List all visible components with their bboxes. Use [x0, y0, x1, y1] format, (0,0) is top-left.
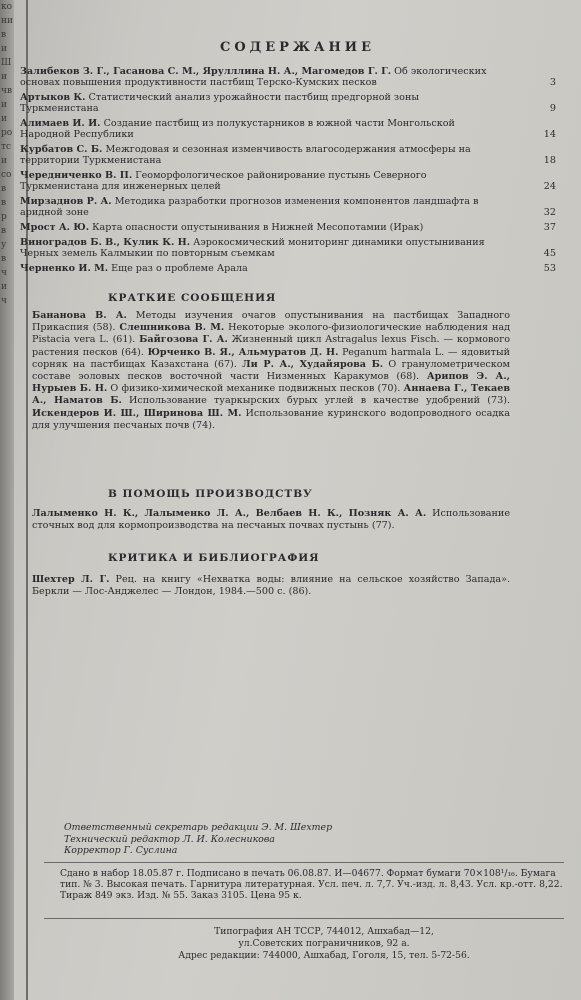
gutter-fragment: и [1, 100, 7, 110]
short-reports-text: Бананова В. А. Методы изучения очагов опустынивания на пастбищах Западного Прикаспия (58). Слешникова В. М. Некоторые эколого-физиологические наблюдения над Pistacia vera L. (61). Байгозова Г. А. Жизненный цикл Astragalus lexus Fisch. — кормового растения песков (64). Юрченко В. Я., Альмуратов Д. Н. Peganum harmala L. — ядовитый сорняк на пастбищах Казахстана (67). Ли Р. А., Худайярова Б. О гранулометрическом составе эоловых песков восточной части Низменных Каракумов (68). Арипов Э. А., Нурыев Б. Н. О физико-химической механике подвижных песков (70). Аннаева Г., Текаев А., Наматов Б. Использование туаркырских бурых углей в качестве удобрений (73). Искендеров И. Ш., Ширинова Ш. М. Использование куринского водопроводного осадка для улучшения песчаных почв (74). [32, 310, 511, 431]
address-line: Адрес редакции: 744000, Ашхабад, Гоголя, 15, тел. 5-72-56. [178, 950, 470, 961]
gutter-fragment: со [1, 170, 12, 180]
toc-entry-text [20, 222, 498, 233]
toc-entry [20, 263, 556, 274]
toc-entry [20, 170, 556, 192]
toc-page-number: 9 [549, 103, 556, 114]
toc-entry [20, 144, 556, 166]
divider [44, 918, 564, 919]
toc-page-number: 14 [543, 129, 556, 140]
toc-entry [20, 237, 556, 259]
toc-article-title: Создание пастбищ из полукустарников в южной части Монгольской Народной Республики [20, 118, 455, 140]
toc-article-title: Карта опасности опустынивания в Нижней Месопотамии (Ирак) [92, 222, 424, 233]
credit-line: Корректор Г. Суслина [64, 845, 178, 856]
toc-article-title: Геоморфологическое районирование пустынь Северного Туркменистана для инженерных целей [20, 170, 427, 192]
gutter-fragment: ни [1, 16, 13, 26]
toc-list [20, 66, 556, 278]
toc-entry-text [20, 118, 498, 140]
adjacent-page-edge [0, 0, 14, 1000]
printer-address [114, 926, 534, 962]
toc-entry-text [20, 66, 498, 88]
toc-author: Виноградов Б. В., Кулик К. Н. [20, 237, 191, 248]
gutter-fragment: Ш [1, 58, 12, 68]
gutter-fragment: тс [1, 142, 12, 152]
toc-page-number: 18 [543, 155, 556, 166]
toc-page-number: 24 [543, 181, 556, 192]
toc-entry-text [20, 263, 498, 274]
gutter-fragment: ч [1, 268, 7, 278]
toc-author: Мрост А. Ю. [20, 222, 90, 233]
gutter-fragment: в [1, 226, 7, 236]
toc-entry-text [20, 196, 498, 218]
gutter-fragment: чв [1, 86, 13, 96]
toc-page-number: 45 [543, 248, 556, 259]
gutter-fragment: в [1, 198, 7, 208]
table-of-contents-page [14, 0, 581, 1000]
toc-page-number: 53 [543, 263, 556, 274]
toc-entry-text [20, 92, 498, 114]
address-line: ул.Советских пограничников, 92 а. [238, 938, 410, 949]
gutter-fragment: и [1, 44, 7, 54]
gutter-fragment: и [1, 282, 7, 292]
toc-author: Мирзаднов Р. А. [20, 196, 112, 207]
editorial-credits [64, 822, 332, 857]
gutter-fragment: в [1, 30, 7, 40]
divider [44, 862, 564, 863]
toc-author: Черненко И. М. [20, 263, 109, 274]
section-heading-short-reports: КРАТКИЕ СООБЩЕНИЯ [108, 292, 277, 304]
toc-article-title: Об экологических основах повышения продуктивности пастбищ Терско-Кумских песков [20, 66, 487, 88]
gutter-fragment: у [1, 240, 7, 250]
credit-line: Технический редактор Л. И. Колесникова [64, 833, 275, 845]
toc-entry [20, 222, 556, 233]
toc-author: Чередниченко В. П. [20, 170, 133, 181]
gutter-fragment: в [1, 184, 7, 194]
critique-text: Шехтер Л. Г. Рец. на книгу «Нехватка воды: влияние на сельское хозяйство Запада». Беркли — Лос-Анджелес — Лондон, 1984.—500 с. (86). [32, 574, 510, 598]
toc-entry-text [20, 237, 498, 259]
gutter-fragment: ро [1, 128, 13, 138]
gutter-fragment: в [1, 254, 7, 264]
toc-entry [20, 92, 556, 114]
page-title: СОДЕРЖАНИЕ [219, 40, 376, 55]
production-help-text: Лалыменко Н. К., Лалыменко Л. А., Велбаев Н. К., Позняк А. А. Использование сточных вод для кормопроизводства на песчаных почвах пустынь (77). [32, 508, 510, 532]
toc-article-title: Аэрокосмический мониторинг динамики опустынивания Черных земель Калмыкии по повторным съемкам [20, 237, 485, 259]
gutter-fragment: р [1, 212, 7, 222]
toc-author: Артыков К. [20, 92, 86, 103]
toc-author: Алимаев И. И. [20, 118, 101, 129]
toc-entry [20, 196, 556, 218]
toc-article-title: Еще раз о проблеме Арала [111, 263, 248, 274]
gutter-fragment: и [1, 114, 7, 124]
gutter-fragment: ко [1, 2, 13, 12]
toc-article-title: Межгодовая и сезонная изменчивость влагосодержания атмосферы на территории Туркменистана [20, 144, 471, 166]
toc-article-title: Статистический анализ урожайности пастбищ предгорной зоны Туркменистана [20, 92, 419, 114]
toc-page-number: 37 [543, 222, 556, 233]
section-heading-critique: КРИТИКА И БИБЛИОГРАФИЯ [108, 552, 320, 564]
toc-entry [20, 118, 556, 140]
toc-page-number: 32 [543, 207, 556, 218]
toc-entry-text [20, 144, 498, 166]
toc-author: Курбатов С. Б. [20, 144, 103, 155]
toc-entry [20, 66, 556, 88]
gutter-fragment: и [1, 156, 7, 166]
toc-article-title: Методика разработки прогнозов изменения компонентов ландшафта в аридной зоне [20, 196, 479, 218]
toc-page-number: 3 [549, 77, 556, 88]
toc-entry-text [20, 170, 498, 192]
gutter-fragment: и [1, 72, 7, 82]
address-line: Типография АН ТССР, 744012, Ашхабад—12, [214, 926, 434, 937]
toc-author: Залибеков З. Г., Гасанова С. М., Ярулллина Н. А., Магомедов Г. Г. [20, 66, 392, 77]
imprint-text: Сдано в набор 18.05.87 г. Подписано в печать 06.08.87. И—04677. Формат бумаги 70×108¹/₁₆. Бумага тип. № 3. Высокая печать. Гарнитура литературная. Усл. печ. л. 7,7. Уч.-изд. л. 8,43. Усл. кр.-отт. 8,22. Тираж 849 экз. Изд. № 55. Заказ 3105. Цена 95 к. [60, 868, 563, 901]
gutter-fragment: ч [1, 296, 7, 306]
credit-line: Ответственный секретарь редакции Э. М. Шехтер [64, 822, 333, 833]
section-heading-production-help: В ПОМОЩЬ ПРОИЗВОДСТВУ [108, 488, 313, 500]
